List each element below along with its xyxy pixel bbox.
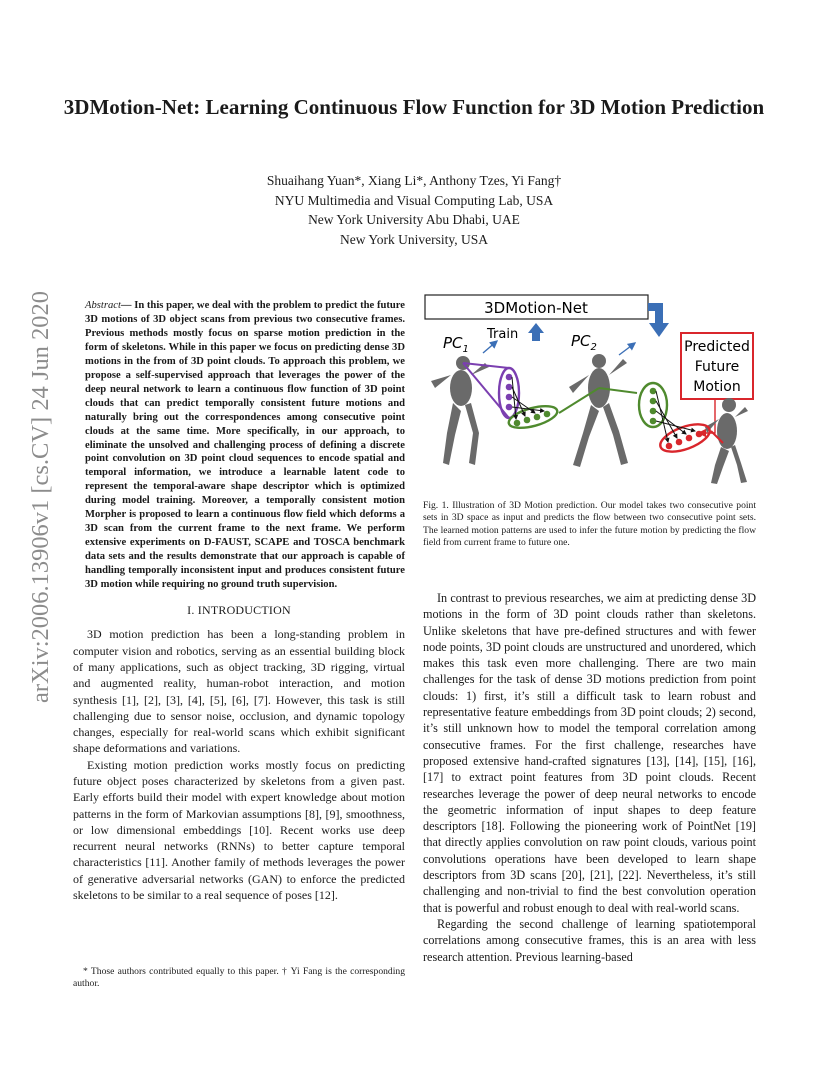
arxiv-id: arXiv:2006.13906v1 [cs.CV] 24 Jun 2020	[27, 290, 54, 703]
banner-label: 3DMotion-Net	[484, 299, 588, 317]
predicted-line-2: Future	[694, 359, 740, 375]
pc1-label: $PC_1$	[443, 334, 469, 355]
footnote: * Those authors contributed equally to this paper. † Yi Fang is the corresponding author.	[73, 966, 405, 990]
point-cloud-human-2	[569, 354, 628, 467]
intro-paragraph-2: Existing motion prediction works mostly focus on predicting future object poses characterized by skeletons from a given past. Early efforts build their model with expert knowledge about motion patterns in the form of Markovian assumptions [8], [9], smoothness, or low dimensional embeddings [10]. Recent works use deep recurrent neural networks (RNNs) to better capture temporal characteristics [11]. Another family of methods leverages the power of generative adversarial networks (GAN) to enforce the predicted skeletons to be similar to a real sequence of poses [12].	[73, 757, 405, 903]
section-heading-introduction: I. INTRODUCTION	[187, 603, 291, 618]
left-column	[73, 299, 405, 903]
abstract-label: Abstract	[85, 300, 121, 311]
author-names: Shuaihang Yuan*, Xiang Li*, Anthony Tzes, Yi Fang†	[266, 173, 562, 188]
green-points-right	[650, 388, 657, 425]
input-arrow-2	[619, 343, 635, 355]
train-label: Train	[487, 327, 519, 342]
right-paragraph-1: In contrast to previous researches, we aim at predicting dense 3D motions in the form of 3D point clouds rather than skeletons. Unlike skeletons that have pre-defined structures and with fewer node points, 3D point clouds are unstructured and unordered, which makes this task even more challenging. There are two main challenges for the task of dense 3D motions prediction from point clouds: 1) first, it’s still a difficult task to learn robust and representative feature embeddings from 3D point clouds; 2) second, it’s still unknown how to model the temporal correlation among consecutive frames. For the first challenge, researches have proposed extensive hand-crafted signatures [13], [14], [15], [16], [17] to extract point features from 3D point clouds. Recent researches leverage the power of deep neural networks to encode the geometric information of input shapes to deep feature descriptors [18]. Following the pioneering work of PointNet [19] that directly applies convolution on raw point clouds, various point convolutions operations have been developed to learn shape descriptors from 3D scans [20], [21], [22]. Nevertheless, it’s still challenging and non-trivial to find the best convolution operation that is powerful and robust enough to deal with real-world scans.	[423, 591, 756, 915]
right-paragraph-2: Regarding the second challenge of learning spatiotemporal correlations among consecutive frames, this is an area with less research attention. Previous learning-based	[423, 916, 756, 964]
purple-points	[506, 374, 513, 411]
inference-arrow	[648, 307, 659, 325]
arxiv-stamp-svg	[8, 289, 64, 703]
paper-title: 3DMotion-Net: Learning Continuous Flow Function for 3D Motion Prediction	[63, 95, 765, 119]
point-cloud-human-3	[705, 398, 748, 484]
arxiv-stamp	[8, 289, 64, 703]
red-cluster	[657, 419, 713, 457]
figure-1-illustration	[423, 293, 757, 486]
figure-1-caption: Fig. 1. Illustration of 3D Motion prediction. Our model takes two consecutive point sets in 3D space as input and predicts the flow between two consecutive point sets. The learned motion patterns are used to infer the future motion by predicting the flow field from current frame to future one.	[423, 500, 756, 548]
abstract	[85, 299, 405, 592]
inference-arrow-head-icon	[649, 323, 669, 337]
pc2-label: $PC_2$	[571, 332, 597, 353]
predicted-line-3: Motion	[693, 379, 741, 395]
intro-paragraph-1: 3D motion prediction has been a long-standing problem in computer vision and robotics, serving as an essential building block of many applications, such as object tracking, 3D rigging, virtual and augmented reality, human-robot interaction, and motion synthesis [1], [2], [3], [4], [5], [6], [7]. However, this task is still challenging due to sensor noise, occlusion, and dynamic topology changes, especially for real-world scans which exhibit significant shape deformations and variations.	[73, 627, 405, 756]
train-arrow-icon	[528, 323, 544, 341]
author-block	[160, 171, 668, 249]
figure-1	[423, 293, 757, 486]
predicted-line-1: Predicted	[684, 339, 750, 355]
affiliation-3: New York University, USA	[339, 231, 488, 247]
input-arrow-1	[483, 341, 497, 353]
abstract-text: — In this paper, we deal with the problem to predict the future 3D motions of 3D object scans from previous two consecutive frames. Previous methods mostly focus on sparse motion prediction in the form of skeletons. While in this paper we focus on predicting dense 3D motions in the from of 3D point clouds. To approach this problem, we propose a self-supervised approach that leverages the power of the deep neural network to learn a continuous flow function of 3D point clouds that can predict temporally consistent future motions and naturally bring out the correspondences among consecutive point clouds at the same time. More specifically, in our approach, to eliminate the unsolved and challenging process of defining a discrete point convolution on 3D point cloud sequences to encode spatial and temporal information, we introduce a learnable latent code to represent the temporal-aware shape descriptor which is optimized during model training. Moreover, a temporally consistent motion Morpher is proposed to learn a continuous flow field which deforms a 3D scan from the current frame to the next frame. We perform extensive experiments on D-FAUST, SCAPE and TOSCA benchmark data sets and the results demonstrate that our approach is capable of handling temporally inconsistent input and produces consistent future 3D motion while requiring no ground truth supervision.	[85, 300, 405, 591]
affiliation-2: New York University Abu Dhabi, UAE	[308, 212, 520, 227]
affiliation-1: NYU Multimedia and Visual Computing Lab, USA	[274, 192, 554, 208]
point-cloud-human-1	[431, 356, 489, 465]
right-column	[423, 590, 756, 965]
